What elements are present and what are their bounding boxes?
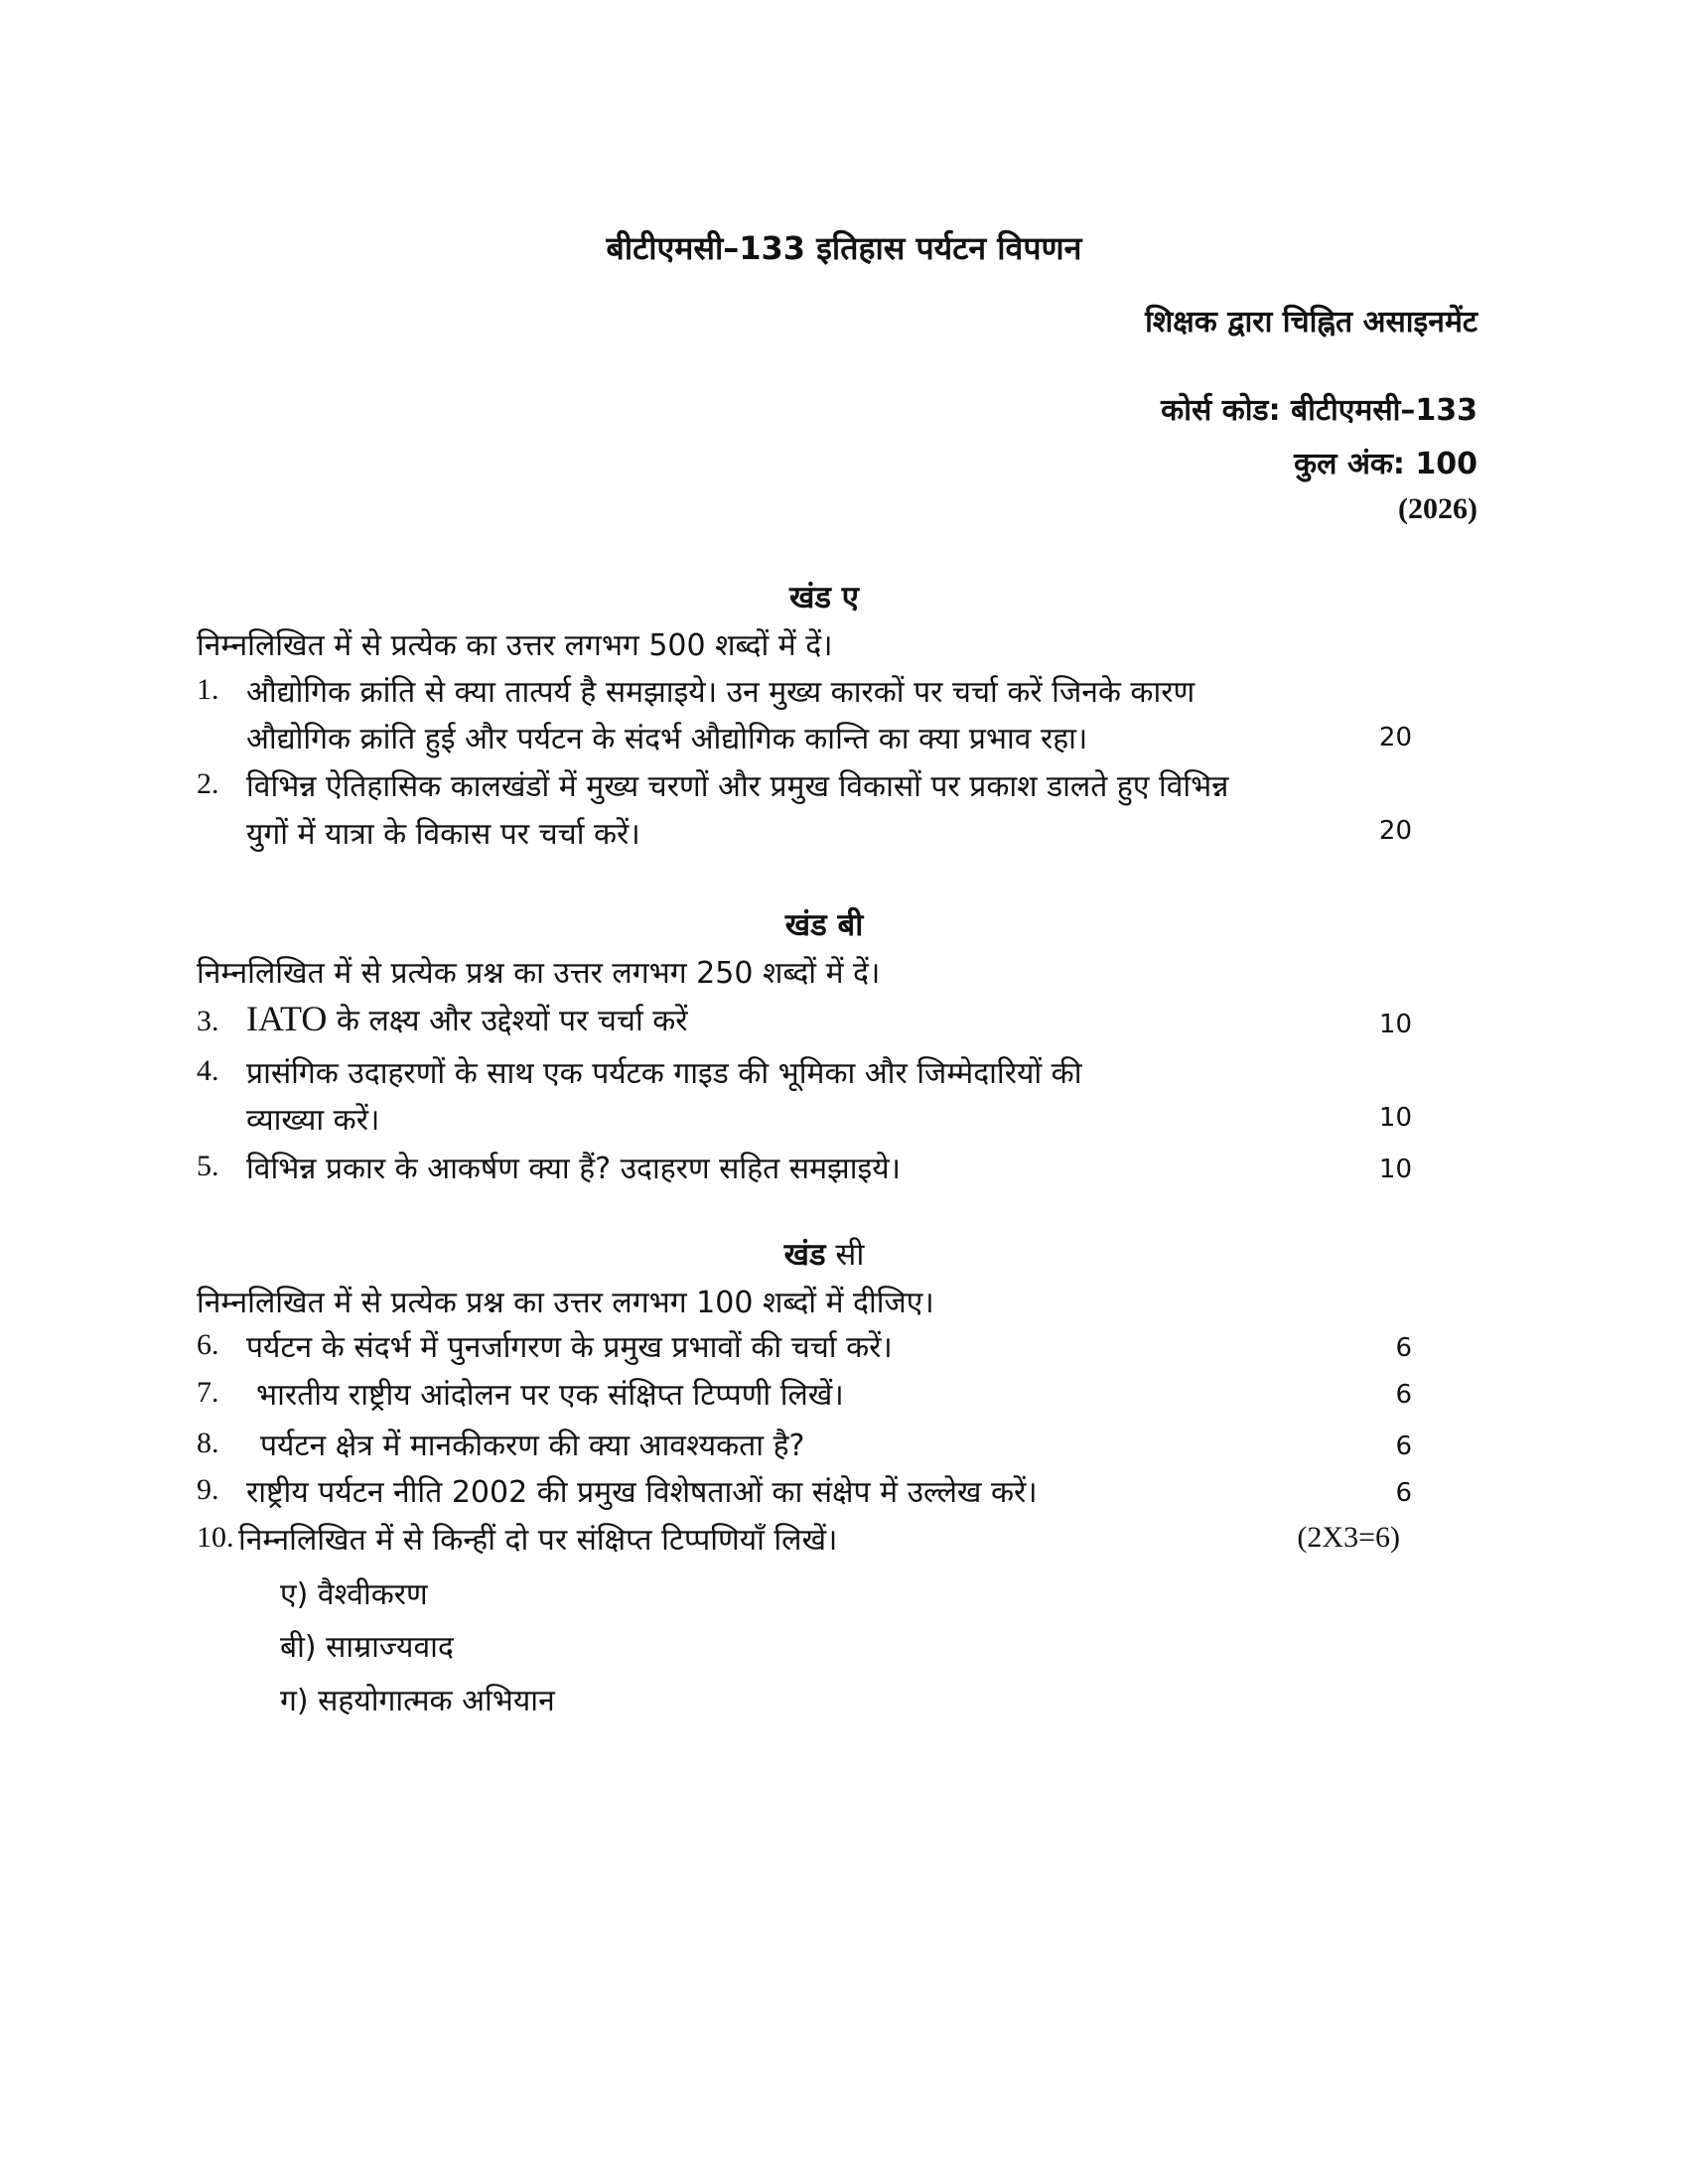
question-marks: 6 bbox=[1395, 1380, 1412, 1410]
section-c-instruction: निम्नलिखित में से प्रत्येक प्रश्न का उत्तर लगभग 100 शब्दों में दीजिए। bbox=[197, 1286, 934, 1320]
question-text-line: औद्योगिक क्रांति हुई और पर्यटन के संदर्भ औद्योगिक कान्ति का क्या प्रभाव रहा। bbox=[246, 722, 1088, 756]
assignment-type: शिक्षक द्वारा चिह्नित असाइनमेंट bbox=[1145, 305, 1477, 340]
question-number: 3. bbox=[197, 1005, 219, 1037]
question-number: 6. bbox=[197, 1328, 219, 1361]
section-c-heading bbox=[0, 1233, 1648, 1275]
section-a-heading: खंड ए bbox=[789, 580, 859, 615]
section-c-heading-bold: खंड bbox=[783, 1237, 826, 1273]
section-b-instruction: निम्नलिखित में से प्रत्येक प्रश्न का उत्तर लगभग 250 शब्दों में दें। bbox=[197, 956, 881, 991]
question-text-rest: के लक्ष्य और उद्देश्यों पर चर्चा करें bbox=[327, 1004, 688, 1038]
question-text-line: भारतीय राष्ट्रीय आंदोलन पर एक संक्षिप्त टिप्पणी लिखें। bbox=[256, 1378, 844, 1413]
question-number: 7. bbox=[197, 1376, 219, 1409]
question-number: 5. bbox=[197, 1150, 219, 1182]
question-number: 4. bbox=[197, 1054, 219, 1087]
question-text-line: विभिन्न ऐतिहासिक कालखंडों में मुख्य चरणों और प्रमुख विकासों पर प्रकाश डालते हुए विभिन्न bbox=[246, 769, 1229, 804]
question-marks: 20 bbox=[1378, 723, 1412, 752]
section-b-heading-bold: खंड bbox=[784, 907, 827, 943]
section-c-heading-light: सी bbox=[825, 1237, 865, 1273]
sub-item: ए) वैश्वीकरण bbox=[280, 1577, 428, 1612]
question-marks: 6 bbox=[1395, 1432, 1412, 1461]
question-text-line: पर्यटन क्षेत्र में मानकीकरण की क्या आवश्यकता है? bbox=[260, 1429, 805, 1463]
question-marks: (2X3=6) bbox=[1297, 1521, 1400, 1554]
question-text-line: पर्यटन के संदर्भ में पुनर्जागरण के प्रमुख प्रभावों की चर्चा करें। bbox=[246, 1330, 893, 1365]
question-marks: 6 bbox=[1395, 1333, 1412, 1363]
question-text-line: राष्ट्रीय पर्यटन नीति 2002 की प्रमुख विशेषताओं का संक्षेप में उल्लेख करें। bbox=[246, 1475, 1038, 1510]
question-text-line: औद्योगिक क्रांति से क्या तात्पर्य है समझाइये। उन मुख्य कारकों पर चर्चा करें जिनके कारण bbox=[246, 675, 1196, 710]
question-text-line: विभिन्न प्रकार के आकर्षण क्या हैं? उदाहरण सहित समझाइये। bbox=[246, 1152, 901, 1186]
section-b-heading-light: बी bbox=[826, 907, 864, 943]
question-number: 10. bbox=[197, 1521, 234, 1554]
section-b-heading bbox=[0, 903, 1648, 945]
question-number: 2. bbox=[197, 767, 219, 800]
question-text-line: निम्नलिखित में से किन्हीं दो पर संक्षिप्त टिप्पणियाँ लिखें। bbox=[238, 1523, 838, 1558]
question-text-line: व्याख्या करें। bbox=[246, 1103, 380, 1138]
question-text-line: प्रासंगिक उदाहरणों के साथ एक पर्यटक गाइड की भूमिका और जिम्मेदारियों की bbox=[246, 1056, 1082, 1091]
sub-item: बी) साम्राज्यवाद bbox=[280, 1630, 454, 1665]
course-code: कोर्स कोड: बीटीएमसी–133 bbox=[1161, 393, 1477, 428]
question-marks: 20 bbox=[1378, 816, 1412, 846]
year: (2026) bbox=[1398, 492, 1477, 525]
sub-item: ग) सहयोगात्मक अभियान bbox=[280, 1684, 555, 1718]
question-number: 8. bbox=[197, 1427, 219, 1459]
question-text-line bbox=[246, 998, 688, 1039]
document-title: बीटीएमसी–133 इतिहास पर्यटन विपणन bbox=[606, 229, 1082, 267]
question-number: 9. bbox=[197, 1473, 219, 1506]
iato-label: IATO bbox=[246, 999, 328, 1038]
question-number: 1. bbox=[197, 673, 219, 706]
question-marks: 10 bbox=[1378, 1155, 1412, 1184]
section-a-instruction: निम्नलिखित में से प्रत्येक का उत्तर लगभग 500 शब्दों में दें। bbox=[197, 628, 833, 663]
question-marks: 10 bbox=[1378, 1103, 1412, 1133]
question-marks: 10 bbox=[1378, 1010, 1412, 1039]
question-marks: 6 bbox=[1395, 1478, 1412, 1508]
question-text-line: युगों में यात्रा के विकास पर चर्चा करें। bbox=[246, 817, 640, 852]
total-marks: कुल अंक: 100 bbox=[1294, 447, 1477, 481]
